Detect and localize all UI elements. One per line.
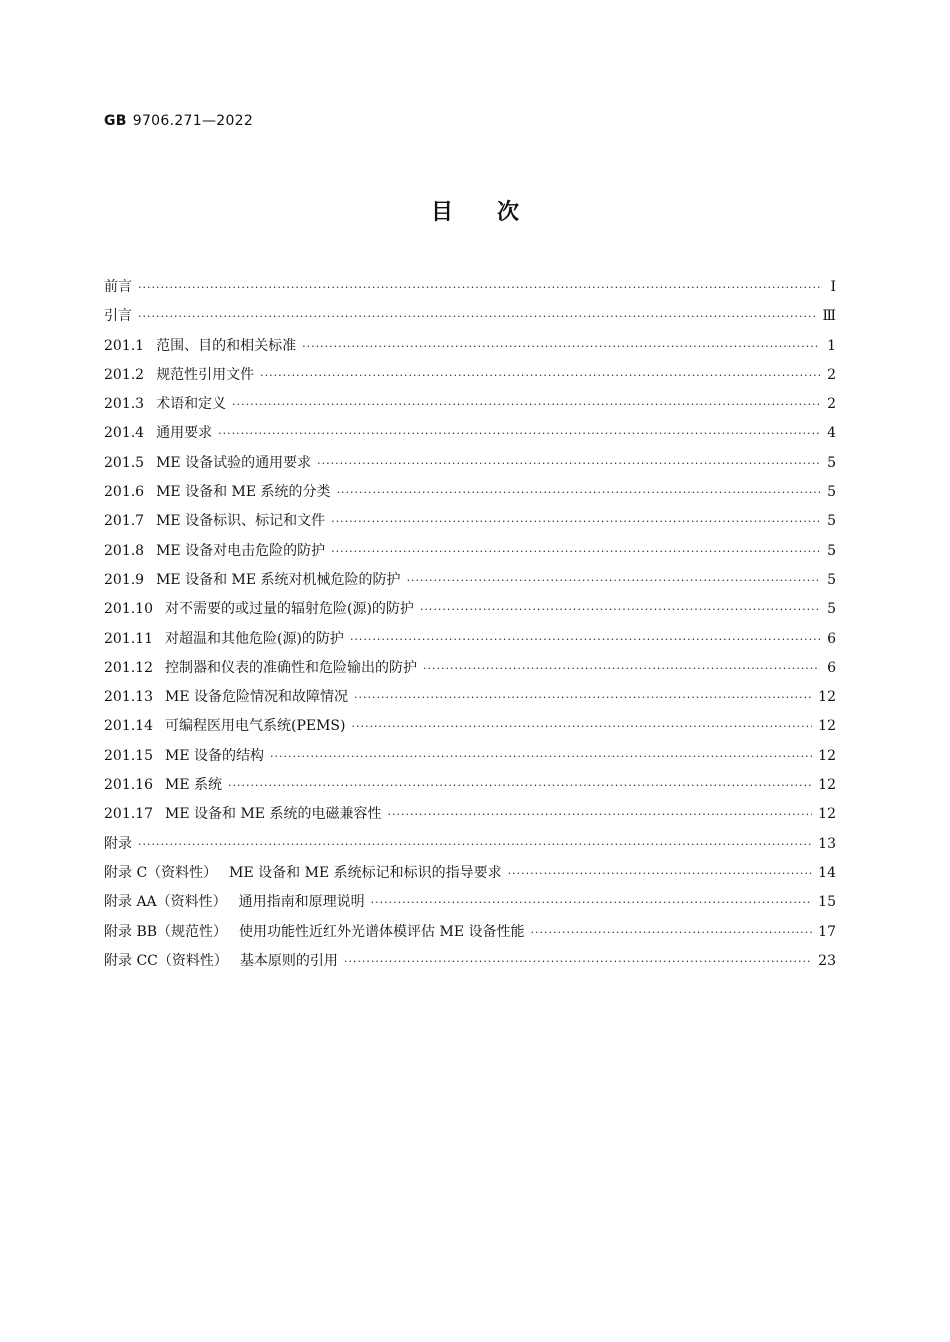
toc-entry-page: 2 <box>827 396 836 413</box>
toc-entry-label: 规范性引用文件 <box>156 366 255 383</box>
toc-entry-label: ME 设备和 ME 系统标记和标识的指导要求 <box>229 864 502 881</box>
document-code <box>104 113 253 129</box>
toc-entry[interactable] <box>104 332 836 361</box>
toc-entry[interactable] <box>104 478 836 507</box>
toc-entry-page: 12 <box>818 777 836 794</box>
toc-entry-label: 术语和定义 <box>156 396 227 413</box>
toc-entry[interactable] <box>104 654 836 683</box>
toc-entry-page: 5 <box>827 484 836 501</box>
toc-entry-page: 6 <box>827 630 836 647</box>
toc-dot-leader <box>350 625 820 654</box>
toc-entry-number: 201.6 <box>104 484 145 501</box>
toc-entry-page: Ⅲ <box>822 308 836 325</box>
toc-entry-label: 通用要求 <box>156 425 213 442</box>
toc-entry-label: 对不需要的或过量的辐射危险(源)的防护 <box>165 601 414 618</box>
toc-entry[interactable] <box>104 830 836 859</box>
toc-entry[interactable] <box>104 918 836 947</box>
toc-entry-label: 对超温和其他危险(源)的防护 <box>165 630 344 647</box>
toc-entry-page: 6 <box>827 659 836 676</box>
toc-entry-page: 12 <box>818 689 836 706</box>
toc-entry-label: 基本原则的引用 <box>239 952 338 969</box>
toc-dot-leader <box>423 654 820 683</box>
toc-entry-page: 1 <box>827 337 836 354</box>
toc-entry-page: 4 <box>827 425 836 442</box>
toc-entry[interactable] <box>104 273 836 302</box>
standard-number: 9706.271—2022 <box>132 113 254 129</box>
toc-entry[interactable] <box>104 537 836 566</box>
toc-entry-label: 控制器和仪表的准确性和危险输出的防护 <box>165 659 417 676</box>
toc-entry-page: 12 <box>818 747 836 764</box>
toc-entry-label: 可编程医用电气系统(PEMS) <box>165 718 346 735</box>
toc-entry-page: 5 <box>827 513 836 530</box>
toc-entry-label: 附录 <box>104 835 132 852</box>
toc-entry-page: 12 <box>818 718 836 735</box>
toc-entry-number: 201.16 <box>104 777 153 794</box>
toc-entry[interactable] <box>104 302 836 331</box>
toc-dot-leader <box>331 507 820 536</box>
toc-dot-leader <box>344 947 812 976</box>
toc-entry-page: 23 <box>818 952 836 969</box>
toc-entry-page: 5 <box>827 542 836 559</box>
toc-entry-number: 附录 BB（规范性） <box>104 923 228 940</box>
toc-entry[interactable] <box>104 947 836 976</box>
toc-entry-page: 13 <box>818 835 836 852</box>
toc-entry[interactable] <box>104 361 836 390</box>
toc-entry-label: 通用指南和原理说明 <box>238 894 365 911</box>
toc-dot-leader <box>228 771 812 800</box>
toc-entry[interactable] <box>104 625 836 654</box>
toc-dot-leader <box>352 712 813 741</box>
toc-entry-page: 2 <box>827 366 836 383</box>
toc-dot-leader <box>218 419 820 448</box>
toc-entry-page: 5 <box>827 601 836 618</box>
toc-entry-number: 201.8 <box>104 542 145 559</box>
toc-entry-number: 201.5 <box>104 454 145 471</box>
toc-entry-label: 引言 <box>104 308 132 325</box>
toc-dot-leader <box>302 332 820 361</box>
toc-entry-page: 5 <box>827 571 836 588</box>
toc-dot-leader <box>387 800 812 829</box>
toc-dot-leader <box>337 478 820 507</box>
toc-entry-number: 附录 AA（资料性） <box>104 894 227 911</box>
toc-entry-page: 15 <box>818 894 836 911</box>
toc-entry[interactable] <box>104 595 836 624</box>
toc-entry[interactable] <box>104 712 836 741</box>
toc-entry-label: ME 设备对电击危险的防护 <box>156 542 326 559</box>
toc-entry-number: 201.14 <box>104 718 153 735</box>
toc-entry-number: 201.12 <box>104 659 153 676</box>
toc-entry-page: Ⅰ <box>830 279 836 295</box>
toc-dot-leader <box>508 859 813 888</box>
toc-entry-page: 12 <box>818 806 836 823</box>
toc-entry-number: 附录 C（资料性） <box>104 864 218 881</box>
toc-entry-page: 14 <box>818 864 836 881</box>
toc-entry[interactable] <box>104 800 836 829</box>
toc-title: 目次 <box>430 200 563 225</box>
toc-entry-page: 17 <box>818 923 836 940</box>
toc-entry-label: ME 设备试验的通用要求 <box>156 454 312 471</box>
toc-entry-number: 201.3 <box>104 396 145 413</box>
toc-entry[interactable] <box>104 507 836 536</box>
toc-dot-leader <box>138 302 816 331</box>
toc-entry-label: ME 设备危险情况和故障情况 <box>165 689 349 706</box>
toc-entry-number: 201.17 <box>104 806 153 823</box>
toc-dot-leader <box>420 595 820 624</box>
toc-entry[interactable] <box>104 390 836 419</box>
toc-entry-number: 201.4 <box>104 425 145 442</box>
toc-dot-leader <box>138 273 820 302</box>
toc-entry[interactable] <box>104 771 836 800</box>
toc-entry-label: ME 设备和 ME 系统的分类 <box>156 484 331 501</box>
toc-entry-label: ME 设备标识、标记和文件 <box>156 513 326 530</box>
toc-entry[interactable] <box>104 742 836 771</box>
toc-dot-leader <box>232 390 820 419</box>
toc-entry-number: 201.13 <box>104 689 153 706</box>
toc-dot-leader <box>371 888 813 917</box>
toc-entry-page: 5 <box>827 454 836 471</box>
toc-entry[interactable] <box>104 683 836 712</box>
toc-entry-number: 201.2 <box>104 366 145 383</box>
toc-entry[interactable] <box>104 566 836 595</box>
toc-entry[interactable] <box>104 419 836 448</box>
toc-entry-number: 201.9 <box>104 571 145 588</box>
standard-prefix: GB <box>104 113 127 129</box>
toc-entry-number: 201.15 <box>104 747 153 764</box>
toc-entry-label: 前言 <box>104 279 132 295</box>
toc-entry-number: 附录 CC（资料性） <box>104 952 228 969</box>
toc-dot-leader <box>531 918 813 947</box>
toc-dot-leader <box>138 830 812 859</box>
toc-dot-leader <box>407 566 820 595</box>
toc-entry[interactable] <box>104 888 836 917</box>
toc-dot-leader <box>317 449 820 478</box>
toc-entry-label: 范围、目的和相关标准 <box>156 337 297 354</box>
toc-entry-number: 201.10 <box>104 601 153 618</box>
toc-entry-label: ME 设备的结构 <box>165 747 265 764</box>
table-of-contents <box>104 273 836 976</box>
toc-entry-label: ME 设备和 ME 系统对机械危险的防护 <box>156 571 401 588</box>
toc-entry-label: 使用功能性近红外光谱体模评估 ME 设备性能 <box>239 923 525 940</box>
toc-entry[interactable] <box>104 859 836 888</box>
toc-entry-number: 201.1 <box>104 337 145 354</box>
toc-dot-leader <box>331 537 820 566</box>
toc-dot-leader <box>270 742 812 771</box>
toc-entry-label: ME 设备和 ME 系统的电磁兼容性 <box>165 806 382 823</box>
toc-dot-leader <box>260 361 820 390</box>
toc-entry-label: ME 系统 <box>165 777 223 794</box>
toc-entry-number: 201.11 <box>104 630 153 647</box>
toc-dot-leader <box>354 683 812 712</box>
toc-entry-number: 201.7 <box>104 513 145 530</box>
toc-entry[interactable] <box>104 449 836 478</box>
